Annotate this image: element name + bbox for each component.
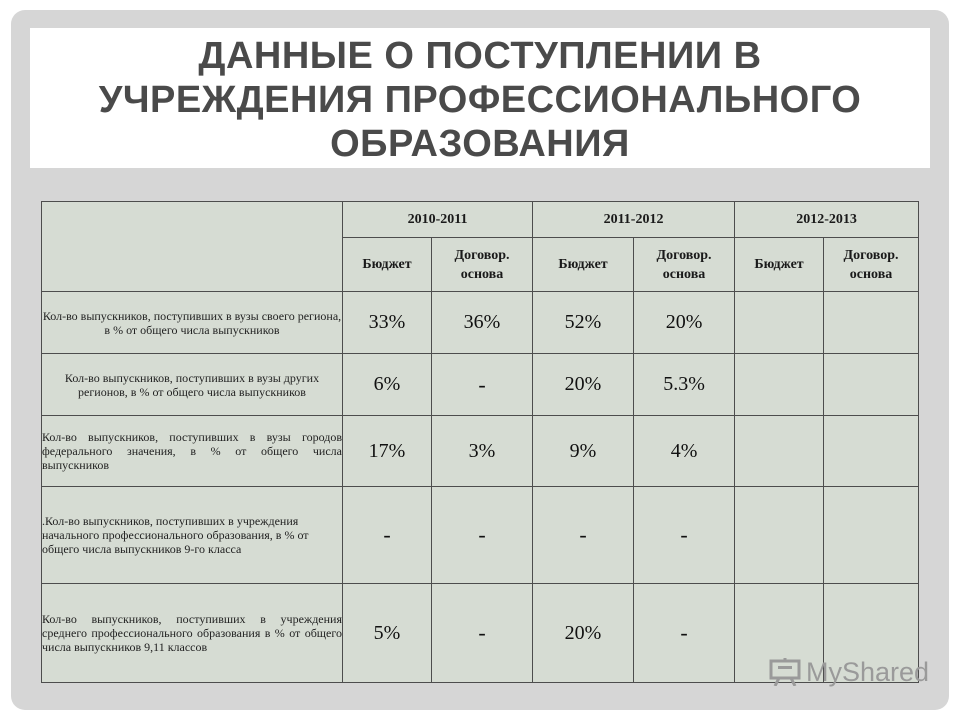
value-cell [824, 487, 919, 584]
title-line-1: ДАННЫЕ О ПОСТУПЛЕНИИ В [198, 35, 762, 77]
subheader-budget: Бюджет [533, 238, 634, 292]
value-cell: - [343, 487, 432, 584]
table-row [42, 487, 919, 584]
admission-data-table [41, 201, 919, 683]
table-row [42, 416, 919, 487]
year-header-2010: 2010-2011 [343, 202, 533, 238]
watermark [768, 656, 929, 688]
title-line-3: ОБРАЗОВАНИЯ [330, 123, 630, 165]
value-cell: 17% [343, 416, 432, 487]
value-cell: 5.3% [634, 354, 735, 416]
value-cell: 20% [533, 584, 634, 683]
value-cell: 36% [432, 292, 533, 354]
subheader-contract: Договор. основа [432, 238, 533, 292]
value-cell: - [533, 487, 634, 584]
value-cell: - [432, 584, 533, 683]
row-label: .Кол-во выпускников, поступивших в учреждения начального профессионального образования, в % от общего числа выпускников 9-го класса [42, 487, 343, 584]
value-cell: 6% [343, 354, 432, 416]
year-header-row [42, 202, 919, 238]
value-cell: - [634, 487, 735, 584]
table-row [42, 354, 919, 416]
watermark-text: MyShared [806, 656, 930, 687]
value-cell [735, 416, 824, 487]
row-label: Кол-во выпускников, поступивших в учреждения среднего профессионального образования в % от общего числа выпускников 9,11 классов [42, 584, 343, 683]
value-cell: - [634, 584, 735, 683]
row-label: Кол-во выпускников, поступивших в вузы своего региона, в % от общего числа выпускников [42, 292, 343, 354]
value-cell [824, 354, 919, 416]
value-cell: - [432, 354, 533, 416]
value-cell [735, 292, 824, 354]
value-cell [824, 416, 919, 487]
value-cell: 52% [533, 292, 634, 354]
value-cell: 5% [343, 584, 432, 683]
value-cell: 3% [432, 416, 533, 487]
presentation-board-icon [768, 658, 802, 686]
title-line-2: УЧРЕЖДЕНИЯ ПРОФЕССИОНАЛЬНОГО [98, 79, 862, 121]
value-cell: 33% [343, 292, 432, 354]
subheader-budget: Бюджет [343, 238, 432, 292]
value-cell [735, 354, 824, 416]
value-cell: 4% [634, 416, 735, 487]
row-label: Кол-во выпускников, поступивших в вузы других регионов, в % от общего числа выпускников [42, 354, 343, 416]
value-cell: 9% [533, 416, 634, 487]
value-cell [735, 487, 824, 584]
value-cell: - [432, 487, 533, 584]
subheader-budget: Бюджет [735, 238, 824, 292]
row-label: Кол-во выпускников, поступивших в вузы городов федерального значения, в % от общего числа выпускников [42, 416, 343, 487]
subheader-contract: Договор. основа [824, 238, 919, 292]
year-header-2011: 2011-2012 [533, 202, 735, 238]
year-header-2012: 2012-2013 [735, 202, 919, 238]
value-cell: 20% [533, 354, 634, 416]
subheader-contract: Договор. основа [634, 238, 735, 292]
slide-title [30, 34, 930, 166]
value-cell [824, 292, 919, 354]
value-cell: 20% [634, 292, 735, 354]
table-row [42, 292, 919, 354]
corner-cell [42, 202, 343, 292]
